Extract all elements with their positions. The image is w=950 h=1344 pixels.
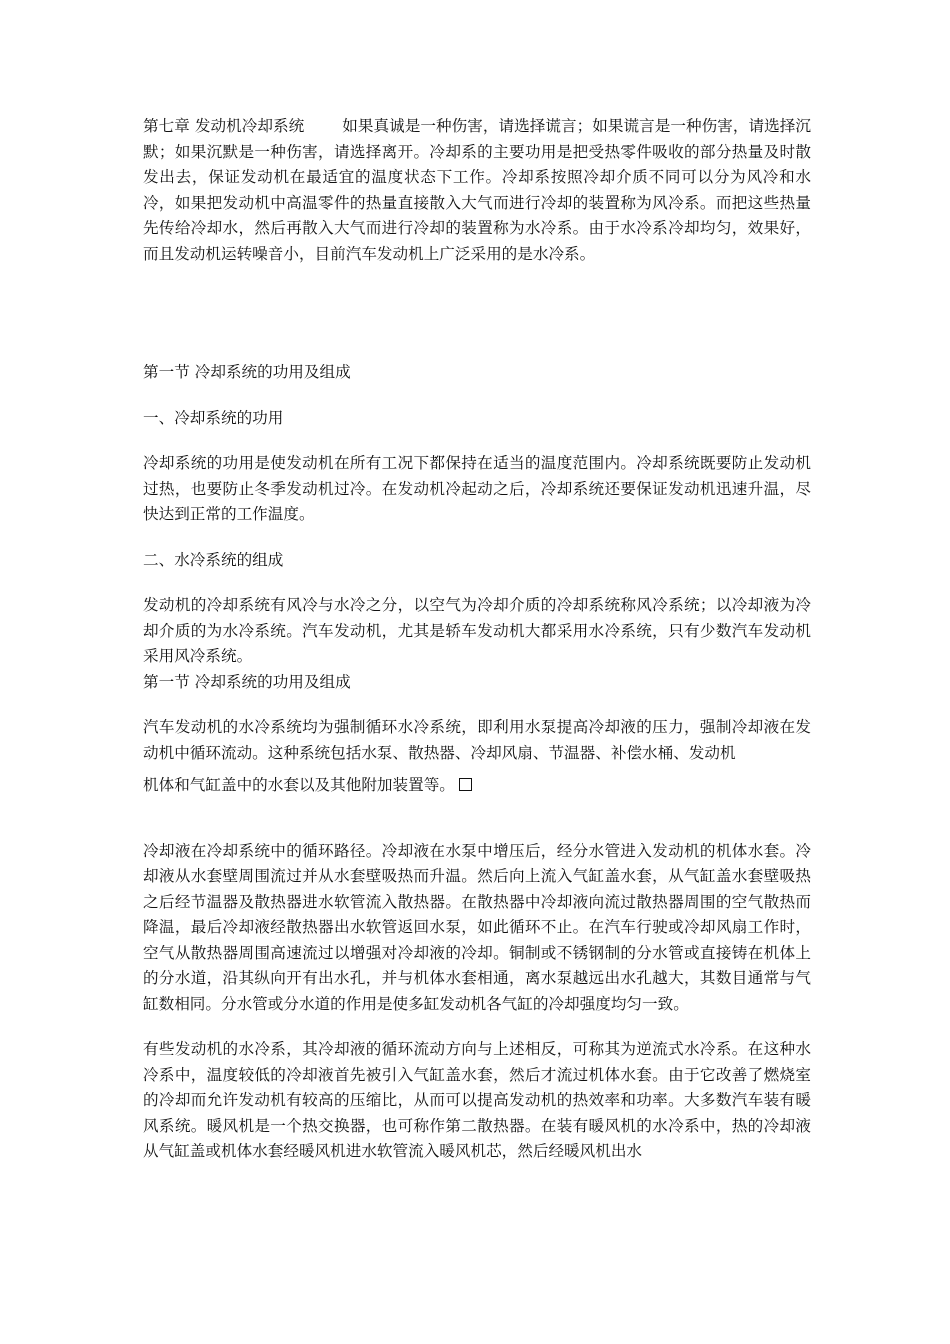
circulation-paragraph: 冷却液在冷却系统中的循环路径。冷却液在水泵中增压后，经分水管进入发动机的机体水套。冷却液从水套壁周围流过并从水套壁吸热而升温。然后向上流入气缸盖水套，从气缸盖水套壁吸热之后经节温器及散热器进水软管流入散热器。在散热器中冷却液向流过散热器周围的空气散热而降温，最后冷却液经散热器出水软管返回水泵，如此循环不止。在汽车行驶或冷却风扇工作时，空气从散热器周围高速流过以增强对冷却液的冷却。铜制或不锈钢制的分水管或直接铸在机体上的分水道，沿其纵向开有出水孔，并与机体水套相通，离水泵越远出水孔越大，其数目通常与气缸数相同。分水管或分水道的作用是使多缸发动机各气缸的冷却强度均匀一致。: [143, 841, 811, 1013]
subsection-heading-function: 一、冷却系统的功用: [143, 408, 284, 427]
section-heading-repeat: 第一节 冷却系统的功用及组成: [143, 672, 351, 691]
function-paragraph: 冷却系统的功用是使发动机在所有工况下都保持在适当的温度范围内。冷却系统既要防止发动机过热，也要防止冬季发动机过冷。在发动机冷起动之后，冷却系统还要保证发动机迅速升温，尽快达到正常的工作温度。: [143, 454, 811, 523]
composition-paragraph: 发动机的冷却系统有风冷与水冷之分，以空气为冷却介质的冷却系统称风冷系统；以冷却液为冷却介质的为水冷系统。汽车发动机，尤其是轿车发动机大都采用水冷系统，只有少数汽车发动机采用风冷系统。: [143, 596, 811, 665]
section-heading: 第一节 冷却系统的功用及组成: [143, 363, 351, 381]
subsection-heading-composition: 二、水冷系统的组成: [143, 550, 284, 569]
water-cooling-paragraph: 汽车发动机的水冷系统均为强制循环水冷系统，即利用水泵提高冷却液的压力，强制冷却液在发动机中循环流动。这种系统包括水泵、散热器、冷却风扇、节温器、补偿水桶、发动机: [143, 718, 811, 762]
box-placeholder-icon: [459, 778, 472, 791]
reverse-flow-paragraph: 有些发动机的水冷系，其冷却液的循环流动方向与上述相反，可称其为逆流式水冷系。在这种水冷系中，温度较低的冷却液首先被引入气缸盖水套，然后才流过机体水套。由于它改善了燃烧室的冷却而允许发动机有较高的压缩比，从而可以提高发动机的热效率和功率。大多数汽车装有暖风系统。暖风机是一个热交换器，也可称作第二散热器。在装有暖风机的水冷系中，热的冷却液从气缸盖或机体水套经暖风机进水软管流入暖风机芯，然后经暖风机出水: [143, 1040, 811, 1160]
chapter-title: 第七章 发动机冷却系统: [143, 117, 305, 135]
water-cooling-text-end: 机体和气缸盖中的水套以及其他附加装置等。: [143, 776, 455, 794]
intro-text: 如果真诚是一种伤害，请选择谎言；如果谎言是一种伤害，请选择沉默；如果沉默是一种伤害，请选择离开。冷却系的主要功用是把受热零件吸收的部分热量及时散发出去，保证发动机在最适宜的温度状态下工作。冷却系按照冷却介质不同可以分为风冷和水冷，如果把发动机中高温零件的热量直接散入大气而进行冷却的装置称为风冷系。而把这些热量先传给冷却水，然后再散入大气而进行冷却的装置称为水冷系。由于水冷系冷却均匀，效果好，而且发动机运转噪音小，目前汽车发动机上广泛采用的是水冷系。: [143, 117, 811, 263]
water-cooling-paragraph-end: [143, 773, 811, 799]
document-page: [143, 114, 811, 1165]
intro-paragraph: [143, 114, 811, 267]
